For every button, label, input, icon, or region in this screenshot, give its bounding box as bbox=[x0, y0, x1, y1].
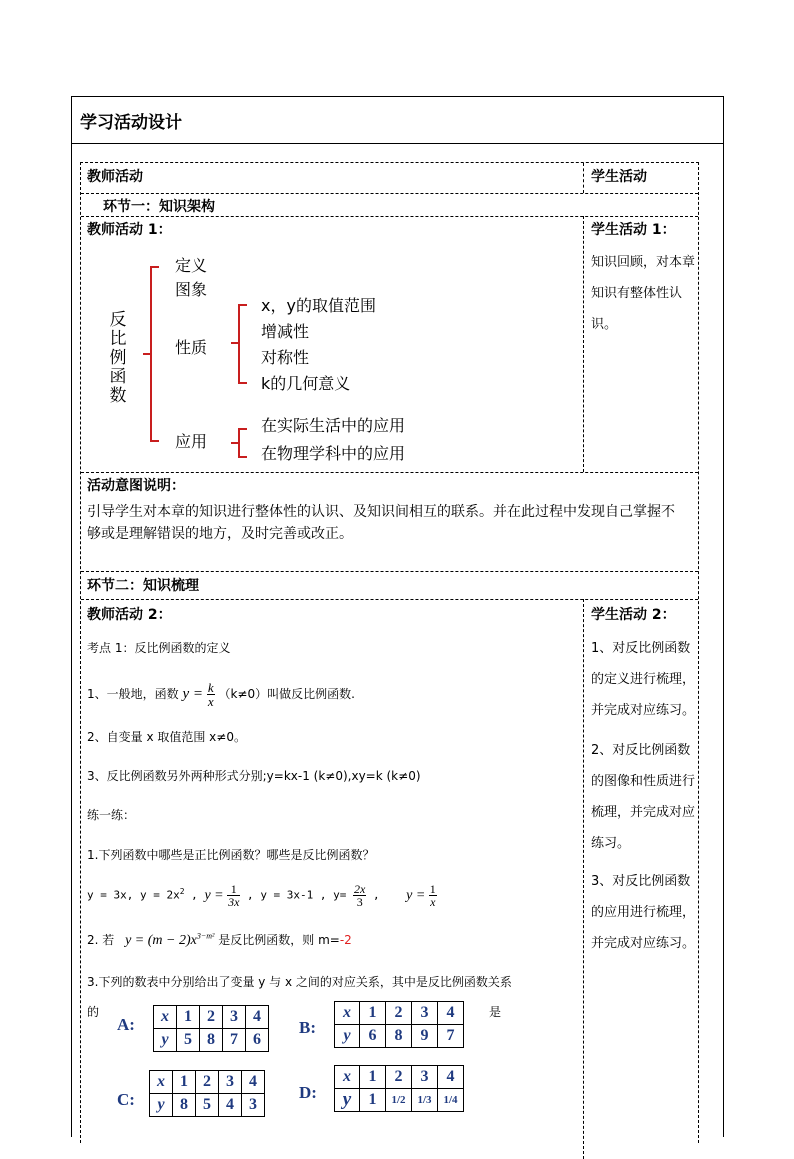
table-cell: 3 bbox=[412, 1066, 438, 1089]
divider bbox=[583, 163, 584, 193]
student-activity-1-label: 学生活动 1： bbox=[591, 222, 676, 238]
table-cell: y bbox=[335, 1089, 360, 1112]
option-d-label: D: bbox=[299, 1083, 317, 1102]
table-cell: 1 bbox=[360, 1066, 386, 1089]
title-row bbox=[72, 97, 723, 144]
table-cell: 3 bbox=[242, 1094, 265, 1117]
table-cell: 2 bbox=[200, 1006, 223, 1029]
formula-k-over-x: $\frac{k}{x}$ bbox=[207, 680, 214, 709]
table-cell: 2 bbox=[196, 1071, 219, 1094]
func-2: y = 2x bbox=[139, 888, 180, 902]
table-cell: x bbox=[335, 1066, 360, 1089]
question-2-formula: $y = (m - 2)x^{3-m^2}$ bbox=[118, 931, 215, 948]
table-row bbox=[335, 1066, 464, 1089]
question-3-de: 的 bbox=[87, 1005, 100, 1019]
question-2-post: 是反比例函数，则 m= bbox=[218, 933, 340, 947]
option-b-label: B: bbox=[299, 1018, 316, 1037]
question-2 bbox=[87, 931, 352, 949]
student-header: 学生活动 bbox=[591, 169, 647, 185]
table-cell: 1/3 bbox=[412, 1089, 438, 1112]
table-cell: 4 bbox=[219, 1094, 242, 1117]
student-activity-2-item: 3、对反比例函数的应用进行梳理，并完成对应练习。 bbox=[591, 874, 696, 951]
table-row bbox=[335, 1089, 464, 1112]
divider bbox=[583, 216, 584, 472]
func-4: y = 3x-1 , bbox=[260, 888, 327, 902]
table-cell: 5 bbox=[196, 1094, 219, 1117]
option-c-table bbox=[149, 1070, 265, 1117]
inner-table bbox=[80, 162, 699, 1143]
option-a-label: A: bbox=[117, 1015, 135, 1034]
section-title: 学习活动设计 bbox=[80, 113, 182, 133]
student-activity-2-label: 学生活动 2： bbox=[591, 607, 676, 623]
table-cell: 7 bbox=[223, 1029, 246, 1052]
purpose-label: 活动意图说明： bbox=[87, 478, 185, 494]
table-cell: 8 bbox=[173, 1094, 196, 1117]
option-c-label: C: bbox=[117, 1090, 135, 1109]
func-5: y= bbox=[333, 888, 347, 902]
table-cell: y bbox=[335, 1025, 360, 1048]
option-a-table bbox=[153, 1005, 269, 1052]
mindmap-property-item: k的几何意义 bbox=[261, 374, 351, 393]
question-1: 1.下列函数中哪些是正比例函数？哪些是反比例函数？ bbox=[87, 848, 375, 862]
divider bbox=[81, 216, 698, 217]
table-row bbox=[335, 1002, 464, 1025]
table-cell: 1 bbox=[360, 1002, 386, 1025]
mindmap-graph: 图象 bbox=[175, 280, 208, 299]
mindmap-property-item: 对称性 bbox=[261, 348, 310, 367]
definition-line-post: （k≠0）叫做反比例函数. bbox=[218, 687, 355, 701]
question-3-is: 是 bbox=[489, 1005, 502, 1019]
divider bbox=[81, 193, 698, 194]
table-cell: 8 bbox=[200, 1029, 223, 1052]
table-row bbox=[154, 1006, 269, 1029]
mindmap-application: 应用 bbox=[175, 432, 208, 451]
table-cell: y bbox=[150, 1094, 173, 1117]
table-cell: 7 bbox=[438, 1025, 464, 1048]
table-cell: 1/4 bbox=[438, 1089, 464, 1112]
student-activity-2-item: 2、对反比例函数的图像和性质进行梳理，并完成对应练习。 bbox=[591, 743, 696, 851]
table-cell: y bbox=[154, 1029, 177, 1052]
table-row bbox=[150, 1094, 265, 1117]
mindmap-property: 性质 bbox=[175, 338, 208, 357]
definition-line-pre: 1、一般地，函数 bbox=[87, 687, 179, 701]
func-5-frac: $\frac{2x}{3}$ bbox=[354, 882, 366, 910]
student-activity-1-text: 知识回顾，对本章知识有整体性认识。 bbox=[591, 255, 696, 332]
table-cell: 2 bbox=[386, 1002, 412, 1025]
table-cell: 4 bbox=[438, 1066, 464, 1089]
table-cell: 8 bbox=[386, 1025, 412, 1048]
table-cell: 3 bbox=[223, 1006, 246, 1029]
mindmap-root-text: 反比例函数 bbox=[109, 310, 127, 406]
domain-line: 2、自变量 x 取值范围 x≠0。 bbox=[87, 730, 246, 744]
table-cell: x bbox=[154, 1006, 177, 1029]
func-1: y = 3x, bbox=[87, 888, 134, 902]
table-cell: 1 bbox=[173, 1071, 196, 1094]
table-cell: 1 bbox=[360, 1089, 386, 1112]
table-cell: 4 bbox=[246, 1006, 269, 1029]
table-cell: 4 bbox=[438, 1002, 464, 1025]
table-row bbox=[335, 1025, 464, 1048]
table-cell: 3 bbox=[412, 1002, 438, 1025]
func-3: y = $\frac{1}{3x}$ bbox=[204, 882, 240, 909]
table-cell: x bbox=[335, 1002, 360, 1025]
table-cell: 6 bbox=[360, 1025, 386, 1048]
table-cell: 9 bbox=[412, 1025, 438, 1048]
mindmap-property-item: x，y的取值范围 bbox=[261, 296, 376, 315]
table-cell: 5 bbox=[177, 1029, 200, 1052]
table-cell: 1/2 bbox=[386, 1089, 412, 1112]
divider bbox=[81, 599, 698, 600]
divider bbox=[583, 599, 584, 1159]
question-3: 3.下列的数表中分别给出了变量 y 与 x 之间的对应关系，其中是反比例函数关系 bbox=[87, 975, 512, 989]
purpose-text: 引导学生对本章的知识进行整体性的认识、及知识间相互的联系。并在此过程中发现自己掌握不够或是理解错误的地方，及时完善或改正。 bbox=[87, 504, 675, 542]
divider bbox=[81, 472, 698, 473]
stage1-title: 环节一：知识架构 bbox=[103, 199, 215, 215]
table-cell: 6 bbox=[246, 1029, 269, 1052]
teacher-activity-2-label: 教师活动 2： bbox=[87, 607, 172, 623]
student-activity-2-item: 1、对反比例函数的定义进行梳理，并完成对应练习。 bbox=[591, 641, 696, 718]
mindmap-definition: 定义 bbox=[175, 256, 208, 275]
table-cell: 4 bbox=[242, 1071, 265, 1094]
table-cell: 1 bbox=[177, 1006, 200, 1029]
mindmap-property-item: 增减性 bbox=[261, 322, 310, 341]
teacher-header: 教师活动 bbox=[87, 169, 143, 185]
mindmap-root bbox=[108, 311, 128, 406]
activity-design-table bbox=[71, 96, 724, 1137]
divider bbox=[81, 571, 698, 572]
question-1-functions: y = 3x, $y = 2x^2$ , y = $\frac{1}{3x}$ , y = 3x-1 , y= $\frac{2x}{3}$ , y = $\frac{1}{x}$ bbox=[87, 882, 436, 910]
question-2-pre: 2. 若 bbox=[87, 933, 115, 947]
forms-line: 3、反比例函数另外两种形式分别;y=kx-1 (k≠0),xy=k (k≠0) bbox=[87, 769, 421, 783]
point-1: 考点 1：反比例函数的定义 bbox=[87, 641, 231, 655]
formula-y-eq: y = bbox=[182, 686, 203, 702]
table-cell: x bbox=[150, 1071, 173, 1094]
teacher-activity-1-label: 教师活动 1： bbox=[87, 222, 172, 238]
table-row bbox=[154, 1029, 269, 1052]
table-row bbox=[150, 1071, 265, 1094]
mindmap-application-item: 在实际生活中的应用 bbox=[261, 416, 406, 435]
mindmap-application-item: 在物理学科中的应用 bbox=[261, 444, 406, 463]
option-b-table bbox=[334, 1001, 464, 1048]
option-d-table bbox=[334, 1065, 464, 1112]
table-cell: 2 bbox=[386, 1066, 412, 1089]
question-2-answer: -2 bbox=[339, 933, 352, 947]
table-cell: 3 bbox=[219, 1071, 242, 1094]
knowledge-mindmap bbox=[81, 251, 521, 471]
stage2-title: 环节二：知识梳理 bbox=[87, 578, 199, 594]
practice-label: 练一练： bbox=[87, 808, 136, 822]
func-6: y = $\frac{1}{x}$ bbox=[406, 882, 436, 909]
definition-line bbox=[87, 681, 355, 708]
